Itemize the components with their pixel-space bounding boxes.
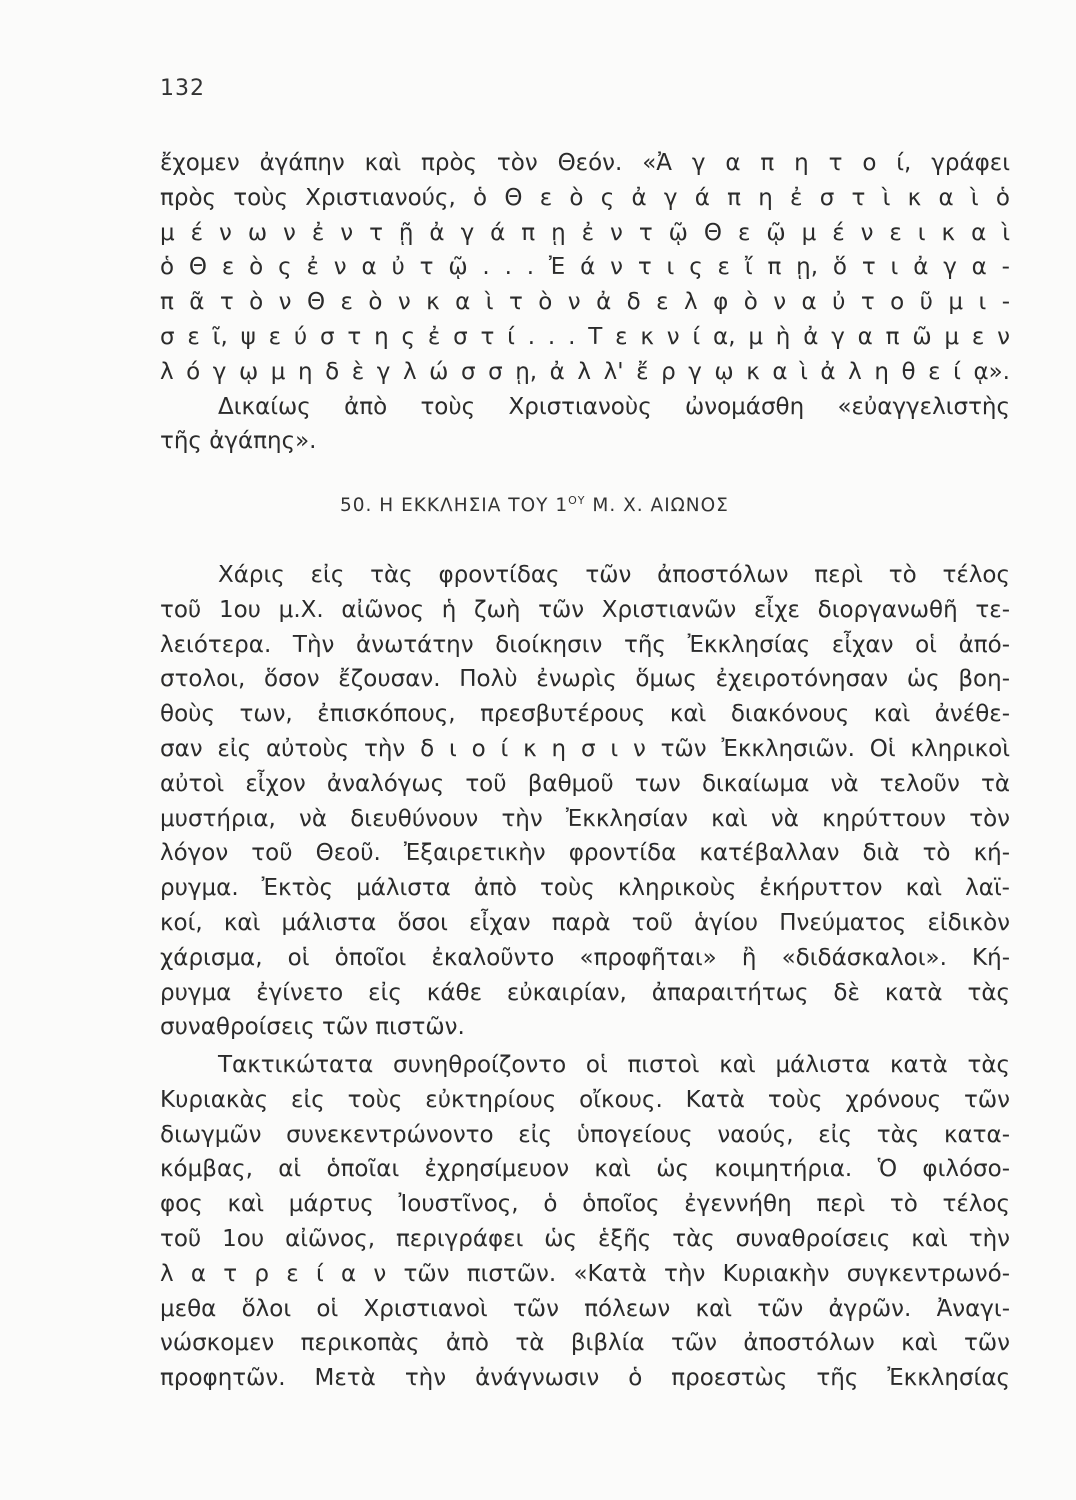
text-line: τοῦ 1ου αἰῶνος, περιγράφει ὡς ἑξῆς τὰς συναθροίσεις καὶ τὴν	[160, 1225, 1010, 1252]
text-line: θοὺς των, ἐπισκόπους, πρεσβυτέρους καὶ διακόνους καὶ ἀνέθε-	[160, 701, 1010, 728]
text-line: στολοι, ὅσον ἔζουσαν. Πολὺ ἐνωρὶς ὅμως ἐχειροτόνησαν ὡς βοη-	[160, 666, 1010, 693]
text-line: π ᾶ τ ὸ ν Θ ε ὸ ν κ α ὶ τ ὸ ν ἀ δ ε λ φ ὸ ν α ὐ τ ο ῦ μ ι -	[160, 289, 1010, 316]
section-heading	[340, 494, 729, 516]
text-line: Χάρις εἰς τὰς φροντίδας τῶν ἀποστόλων περὶ τὸ τέλος	[218, 562, 1010, 588]
text-line: μ έ ν ω ν ἐ ν τ ῇ ἀ γ ά π ῃ ἐ ν τ ῷ Θ ε ῷ μ έ ν ε ι κ α ὶ	[160, 219, 1010, 246]
text-line: λ α τ ρ ε ί α ν τῶν πιστῶν. «Κατὰ τὴν Κυριακὴν συγκεντρωνό-	[160, 1260, 1010, 1287]
text-line: σαν εἰς αὐτοὺς τὴν δ ι ο ί κ η σ ι ν τῶν Ἐκκλησιῶν. Οἱ κληρικοὶ	[160, 735, 1010, 762]
text-line: ρυγμα. Ἐκτὸς μάλιστα ἀπὸ τοὺς κληρικοὺς ἐκήρυττον καὶ λαϊ-	[160, 875, 1010, 902]
text-line: λ ό γ ῳ μ η δ ὲ γ λ ώ σ σ ῃ, ἀ λ λ' ἔ ρ γ ῳ κ α ὶ ἀ λ η θ ε ί ᾳ».	[160, 358, 1010, 385]
text-line: μυστήρια, νὰ διευθύνουν τὴν Ἐκκλησίαν καὶ νὰ κηρύττουν τὸν	[160, 805, 1010, 832]
body-paragraph-2	[160, 1048, 1010, 1396]
text-line: χάρισμα, οἱ ὁποῖοι ἐκαλοῦντο «προφῆται» ἢ «διδάσκαλοι». Κή-	[160, 944, 1010, 971]
text-line: σ ε ῖ, ψ ε ύ σ τ η ς ἐ σ τ ί . . . Τ ε κ ν ί α, μ ὴ ἀ γ α π ῶ μ ε ν	[160, 323, 1010, 350]
text-line: νώσκομεν περικοπὰς ἀπὸ τὰ βιβλία τῶν ἀποστόλων καὶ τῶν	[160, 1330, 1010, 1357]
text-line: λειότερα. Τὴν ἀνωτάτην διοίκησιν τῆς Ἐκκλησίας εἶχαν οἱ ἀπό-	[160, 631, 1010, 658]
text-line: αὐτοὶ εἶχον ἀναλόγως τοῦ βαθμοῦ των δικαίωμα νὰ τελοῦν τὰ	[160, 770, 1010, 797]
text-line: τοῦ 1ου μ.Χ. αἰῶνος ἡ ζωὴ τῶν Χριστιανῶν εἶχε διοργανωθῆ τε-	[160, 596, 1010, 623]
text-line: Κυριακὰς εἰς τοὺς εὐκτηρίους οἴκους. Κατὰ τοὺς χρόνους τῶν	[160, 1086, 1010, 1113]
text-line: μεθα ὅλοι οἱ Χριστιανοὶ τῶν πόλεων καὶ τῶν ἀγρῶν. Ἀναγι-	[160, 1295, 1010, 1322]
body-paragraph-1	[160, 558, 1010, 1045]
text-line: τῆς ἀγάπης».	[160, 428, 317, 455]
text-line: ἔχομεν ἀγάπην καὶ πρὸς τὸν Θεόν. «Ἀ γ α π η τ ο ί, γράφει	[160, 150, 1010, 176]
text-line: λόγον τοῦ Θεοῦ. Ἐξαιρετικὴν φροντίδα κατέβαλλαν διὰ τὸ κή-	[160, 840, 1010, 867]
text-line: προφητῶν. Μετὰ τὴν ἀνάγνωσιν ὁ προεστὼς τῆς Ἐκκλησίας	[160, 1365, 1010, 1392]
text-line: ρυγμα ἐγίνετο εἰς κάθε εὐκαιρίαν, ἀπαραιτήτως δὲ κατὰ τὰς	[160, 979, 1010, 1006]
text-line: Δικαίως ἀπὸ τοὺς Χριστιανοὺς ὠνομάσθη «εὐαγγελιστὴς	[218, 393, 1010, 420]
text-line: διωγμῶν συνεκεντρώνοντο εἰς ὑπογείους ναούς, εἰς τὰς κατα-	[160, 1121, 1010, 1148]
text-line: ὁ Θ ε ὸ ς ἐ ν α ὐ τ ῷ . . . Ἐ ά ν τ ι ς ε ἴ π ῃ, ὅ τ ι ἀ γ α -	[160, 254, 1010, 281]
page-number: 132	[160, 76, 205, 101]
text-line: κοί, καὶ μάλιστα ὅσοι εἶχαν παρὰ τοῦ ἁγίου Πνεύματος εἰδικὸν	[160, 909, 1010, 936]
heading-superscript: ΟΥ	[568, 494, 586, 507]
text-line: συναθροίσεις τῶν πιστῶν.	[160, 1014, 465, 1041]
text-line: Τακτικώτατα συνηθροίζοντο οἱ πιστοὶ καὶ μάλιστα κατὰ τὰς	[218, 1052, 1010, 1078]
text-line: φος καὶ μάρτυς Ἰουστῖνος, ὁ ὁποῖος ἐγεννήθη περὶ τὸ τέλος	[160, 1191, 1010, 1218]
text-line: πρὸς τοὺς Χριστιανούς, ὁ Θ ε ὸ ς ἀ γ ά π η ἐ σ τ ὶ κ α ὶ ὁ	[160, 184, 1010, 211]
heading-end: Μ. Χ. ΑΙΩΝΟΣ	[585, 495, 729, 516]
heading-main: 50. Η ΕΚΚΛΗΣΙΑ ΤΟΥ 1	[340, 495, 569, 516]
intro-paragraph	[160, 146, 1010, 459]
text-line: κόμβας, αἱ ὁποῖαι ἐχρησίμευον καὶ ὡς κοιμητήρια. Ὁ φιλόσο-	[160, 1156, 1010, 1183]
